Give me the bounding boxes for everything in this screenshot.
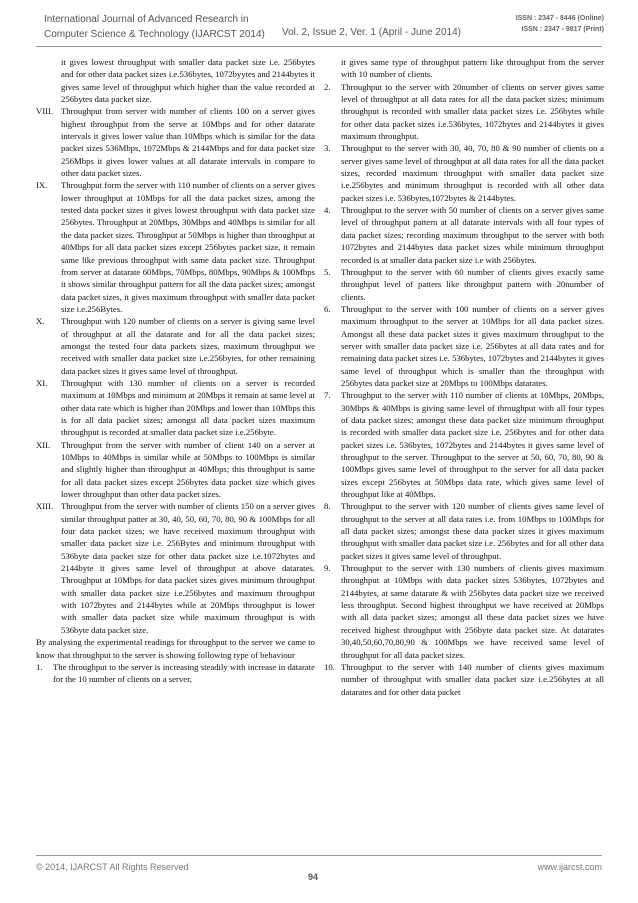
list-item-text: Throughput to the server with 140 number of clients gives maximum number of throughput with smaller data packet size i.e.256bytes at all datarates and for other data packet bbox=[341, 661, 604, 697]
list-item bbox=[324, 500, 604, 562]
footer-divider bbox=[36, 855, 602, 856]
list-item-text: Throughput to the server with 30, 40, 70, 80 & 90 number of clients on a server gives same level of throughput at all data rates for all the data packet sizes, recorded maximum throughput with smaller data packet size i.e.256bytes and minimum throughput is recorded with all other data packet sizes i.e. 536bytes,1072bytes & 2144bytes. bbox=[341, 143, 604, 203]
list-item bbox=[324, 303, 604, 389]
journal-title-line1: International Journal of Advanced Research in bbox=[44, 14, 249, 25]
left-column bbox=[36, 56, 315, 848]
website-link[interactable]: www.ijarcst.com bbox=[537, 862, 602, 872]
list-item-number: XIII. bbox=[36, 501, 54, 512]
list-item-text: Throughput with 120 number of clients on a server is giving same level of throughput at all the datarate and for all the data packet sizes; amongst the tested four data packets sizes, maximum throughput we received with smaller data packet size i.e.256bytes, for other remaining data packet sizes it gives same level of throughput. bbox=[61, 316, 315, 376]
issn-online: ISSN : 2347 - 8446 (Online) bbox=[515, 15, 604, 22]
right-column bbox=[324, 56, 604, 848]
list-item bbox=[36, 377, 315, 439]
list-item-number: X. bbox=[36, 316, 45, 327]
paragraph-continuation: it gives same type of throughput pattern like throughput from the server with 10 number of clients. bbox=[341, 57, 604, 80]
copyright-notice: © 2014, IJARCST All Rights Reserved bbox=[36, 862, 189, 872]
journal-title bbox=[44, 12, 294, 42]
list-item bbox=[36, 179, 315, 315]
page-number: 94 bbox=[308, 872, 319, 882]
list-item bbox=[324, 81, 604, 143]
list-item-text: Throughput from server with number of clients 100 on a server gives highest throughput from the serve at 10Mbps and for other datarate intervals it gives lower value than 10Mbps which is similar for the data packet sizes 536Mbps, 1072Mbps & 2144Mbps and for data packet size 256Mbps it gives lower values at all datarate intervals in compare to other data packet sizes. bbox=[61, 106, 315, 179]
list-item bbox=[36, 315, 315, 377]
issn-block bbox=[516, 13, 604, 35]
header-divider bbox=[36, 46, 602, 47]
list-item bbox=[36, 500, 315, 636]
list-item bbox=[36, 661, 315, 686]
list-item-number: 2. bbox=[324, 81, 331, 92]
summary-paragraph: By analysing the experimental readings for throughput to the server we came to know that throughput to the server is showing following type of behaviour bbox=[36, 637, 315, 660]
paragraph-continuation: it gives lowest throughput with smaller data packet size i.e. 256bytes and for other data packet sizes i.e.536bytes, 1072byytes and 2144bytes it gives same level of throughput which higher than the value recorded at 256bytes data packet size. bbox=[61, 57, 315, 105]
list-item-text: Throughput to the server with 60 number of clients gives exactly same throughput level of patters like throughput pattern with 20number of clients. bbox=[341, 266, 604, 302]
list-item-number: 1. bbox=[36, 661, 43, 672]
issn-print: ISSN : 2347 - 9817 (Print) bbox=[521, 26, 604, 33]
volume-issue: Vol. 2, Issue 2, Ver. 1 (April - June 2014) bbox=[282, 27, 461, 38]
list-item bbox=[324, 562, 604, 661]
list-item-text: Throughput to the server with 120 number of clients gives same level of throughput to the server at all data rates i.e. from 10Mbps to 100Mbps for all data packet sizes; amongst these data packet sizes it gives maximum throughput with smaller data packet size i.e. 256bytes and for all other data packet sizes it gives same level of throughput. bbox=[341, 501, 604, 561]
list-item-number: 10. bbox=[324, 661, 335, 672]
list-item-number: 6. bbox=[324, 303, 331, 314]
list-item bbox=[324, 266, 604, 303]
list-item-text: Throughput to the server with 20number of clients on server gives same level of throughput at all data rates for all the data packet sizes; minimum throughput is recorded with smaller data packet sizes i.e. 256bytes while for other data packet sizes i.e.536bytes, 1072bytes and 2144bytes it gives maximum throughput. bbox=[341, 81, 604, 142]
list-item-number: XII. bbox=[36, 439, 51, 450]
list-item-number: IX. bbox=[36, 180, 48, 191]
list-item-number: 4. bbox=[324, 205, 331, 216]
list-item-text: Throughput to the server with 110 number of clients at 10Mbps, 20Mbps, 30Mbps & 40Mbps is giving same level of throughput with all four types of data packet sizes; amongst these data packet size minimum throughput is recorded with smaller data packet size i.e. 256bytes and for other data packet sizes i.e. 536bytes, 1072bytes and 2144bytes it gives same level of throughput to the server. Throughput to the server at 50, 60, 70, 80, 90 & 100Mbps gives same level of throughput to the server for all data packet sizes except 256bytes at 50Mbps data rate, which gives same level of throughput like at 40Mbps. bbox=[341, 390, 604, 500]
list-item-number: 8. bbox=[324, 501, 331, 512]
list-item-number: 3. bbox=[324, 143, 331, 154]
list-item-number: 5. bbox=[324, 266, 331, 277]
list-item-text: Throughput from the server with number of clients 150 on a server gives similar throughput patter at 30, 40, 50, 60, 70, 80, 90 & 100Mbps for all four data packet sizes; we have received maximum throughput with smaller data packet size i.e. 256Bytes and minimum throughput with 536byte data packet size for other data packet size i.e.1072bytes and 2144byte it gives same level of throughput at above datarates. Throughput at 10Mbps for data packet sizes gives minimum throughput with smaller data packet size i.e.256bytes and maximum throughput with 1072bytes and 2144bytes while at 20Mbps throughput is lower with smaller data packet size while maximum throughput is with 536byte data packet size. bbox=[61, 501, 315, 635]
list-item bbox=[324, 142, 604, 204]
list-item-number: 7. bbox=[324, 390, 331, 401]
journal-title-line2: Computer Science & Technology (IJARCST 2014) bbox=[44, 29, 265, 40]
list-item-number: 9. bbox=[324, 563, 331, 574]
list-item bbox=[324, 661, 604, 698]
list-item-text: Throughput with 130 number of clients on a server is recorded maximum at 10Mbps and minimum at 20Mbps it remain at same level at other data rate which is higher than 20Mbps and lower than 10Mbps this is for all data packet sizes; amongst all data packet sizes maximum throughput is recorded at smaller data packet size i.e.256byte. bbox=[61, 377, 315, 438]
list-item bbox=[324, 389, 604, 500]
list-item-text: Throughput from the server with number of client 140 on a server at 10Mbps to 40Mbps is similar while at 50Mbps to 100Mbps is similar and slightly higher than throughput at 40Mbps; this throughput is same for all data packet sizes except 256bytes data packet size which gives lower throughput than other data packet sizes. bbox=[61, 439, 315, 500]
list-item-number: XI. bbox=[36, 377, 48, 388]
list-item bbox=[324, 204, 604, 266]
list-item-text: Throughput to the server with 130 numbers of clients gives maximum throughput at 10Mbps with data packet sizes 536bytes, 1072bytes and 2144bytes, at same datarate & with 256bytes data packet size we received less throughput. Second highest throughput we have received at 20Mbps with all data packet sizes; amongst all these data packet sizes we have received highest throughput with 256byte data packet size. At datarates 30,40,50,60,70,80,90 & 100Mbps we have received same level of throughput for all data packet sizes. bbox=[341, 563, 604, 660]
list-item bbox=[36, 439, 315, 501]
list-item-text: Throughput to the server with 50 number of clients on a server gives same level of throughput pattern at all datarate intervals with all four types of data packet sizes; recording maximum throughput to the server with both 1072bytes and 2144bytes data packet sizes while minimum throughput recorded is at smaller data packet size i.e with 256bytes. bbox=[341, 205, 604, 265]
list-item bbox=[36, 105, 315, 179]
list-item-text: Throughput form the server with 110 number of clients on a server gives lower throughput at 10Mbps for all the data packet sizes, among the tested data packet sizes it gives lowest throughput with data packet size 256bytes. Throughput at 20Mbps, 30Mbps and 40Mbps is similar for all the data packet sizes. Throughput at 50Mbps is higher than throughput at 40Mbps for all data packet sizes except 256bytes packet size, it remain same like previous throughput with same data packet size. Throughput from server at datarate 60Mbps, 70Mbps, 80Mbps, 90Mbps & 100Mbps it shows similar throughput pattern for all the data packet sizes; amongst data packet sizes, it gives maximum throughput with smaller data packet size i.e.256Bytes. bbox=[61, 180, 315, 314]
list-item-text: Throughput to the server with 100 number of clients on a server gives maximum throughput to the server at 10Mbps for all data packet sizes. Amongst all these data packet sizes it gives maximum throughput to the server with smaller data packet size i.e. 256bytes at all data rates and for remaining data packet sizes i.e. 536bytes, 1072bytes and 2144bytes it gives same level of throughput which is smaller than the throughput with 256bytes data packet size at 20Mbps to 100Mbps datarates. bbox=[341, 303, 604, 388]
list-item-text: The throughput to the server is increasing steadily with increase in datarate for the 10 number of clients on a server, bbox=[53, 661, 315, 685]
list-item-number: VIII. bbox=[36, 106, 54, 117]
